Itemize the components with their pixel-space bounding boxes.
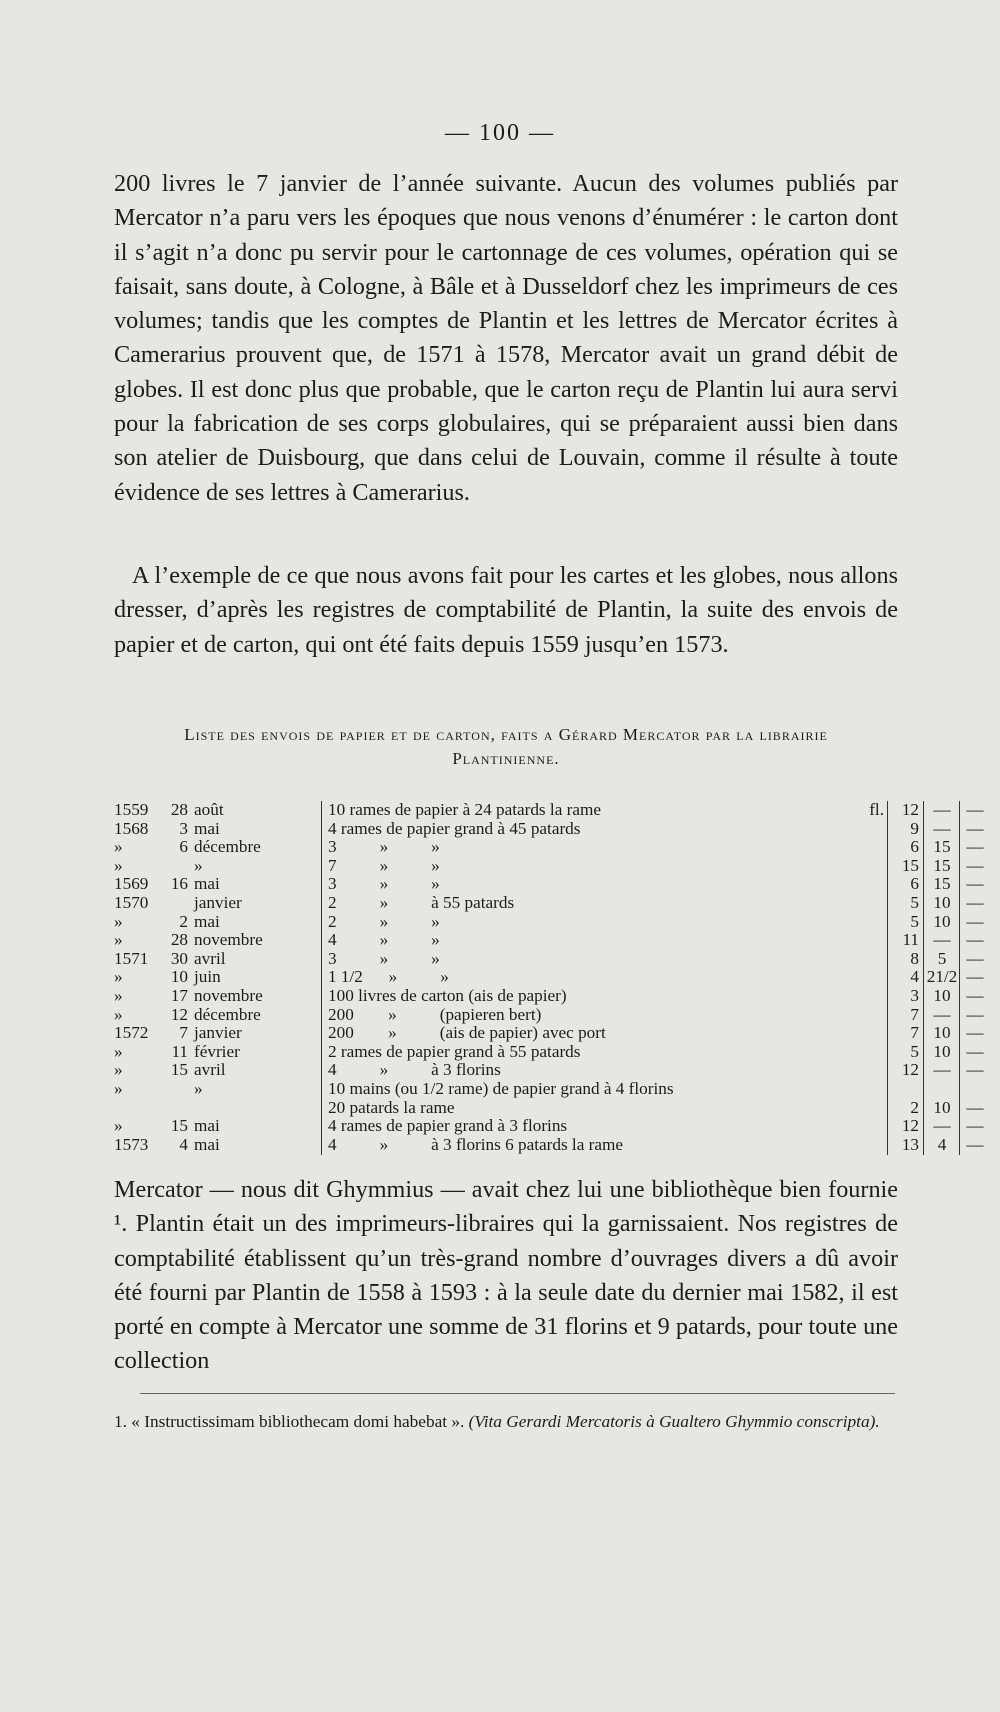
ledger-cell-day: 28 — [170, 930, 188, 950]
ledger-cell-desc: 4 » à 3 florins — [328, 1060, 501, 1080]
ledger-cell-year: » — [114, 1004, 123, 1024]
ledger-cell-day: 30 — [170, 948, 188, 968]
ledger-cell-desc: 3 » » — [328, 837, 440, 857]
ledger-cell-v1: 13 — [901, 1134, 919, 1154]
ledger-cell-v2: 10 — [933, 1041, 951, 1061]
ledger-cell-v2: 10 — [933, 1023, 951, 1043]
ledger-row — [114, 818, 984, 839]
ledger-cell-month: mai — [194, 818, 220, 838]
ledger-cell-v3: — — [966, 911, 984, 931]
ledger-cell-month: avril — [194, 948, 226, 968]
ledger-row — [114, 1023, 984, 1043]
table-title-line-1: Liste des envois de papier et de carton, faits a Gérard Mercator par la librairie — [184, 725, 828, 744]
ledger-cell-day: 28 — [170, 800, 188, 819]
ledger-cell-desc: 3 » » — [328, 874, 440, 894]
ledger-cell-v2: 4 — [937, 1134, 947, 1154]
ledger-cell-v2: — — [933, 1060, 951, 1080]
ledger-cell-v3: — — [966, 1023, 984, 1043]
ledger-cell-v3: — — [966, 1116, 984, 1136]
ledger-cell-v2: — — [933, 1004, 951, 1024]
ledger-cell-year: » — [114, 837, 123, 857]
ledger-cell-year: 1568 — [114, 818, 149, 838]
ledger-cell-v3: — — [966, 1041, 984, 1061]
ledger-cell-desc: 4 rames de papier grand à 3 florins — [328, 1116, 568, 1136]
ledger-cell-desc: 200 » (ais de papier) avec port — [328, 1023, 606, 1043]
ledger-cell-v2: 10 — [933, 892, 951, 912]
ledger-cell-v1: 11 — [902, 930, 919, 950]
ledger-cell-v1: 12 — [901, 800, 919, 819]
ledger-rule-deniers — [959, 801, 960, 1155]
ledger-cell-day: 15 — [170, 1060, 188, 1080]
ledger-cell-v1: 8 — [910, 948, 919, 968]
ledger-cell-v1: 7 — [910, 1004, 919, 1024]
ledger-cell-month: avril — [194, 1060, 226, 1080]
ledger-cell-desc: 3 » » — [328, 948, 440, 968]
ledger-row — [114, 967, 984, 987]
ledger-cell-month: novembre — [194, 985, 263, 1005]
ledger-row — [114, 1116, 984, 1136]
ledger-row — [114, 985, 984, 1006]
ledger-cell-v3: — — [966, 1060, 984, 1080]
ledger-cell-desc: 2 » » — [328, 911, 440, 931]
ledger-cell-month: novembre — [194, 930, 263, 950]
ledger-cell-v2: 15 — [933, 874, 951, 894]
paragraph-1 — [114, 167, 898, 510]
ledger-cell-year: » — [114, 985, 123, 1005]
ledger-cell-day: 7 — [179, 1023, 188, 1043]
ledger-row — [114, 800, 984, 820]
ledger-row — [114, 1134, 984, 1155]
footnote-rule — [140, 1393, 895, 1394]
ledger-cell-month: décembre — [194, 1004, 261, 1024]
ledger-cell-v3: — — [966, 837, 984, 857]
ledger-cell-desc: 20 patards la rame — [328, 1097, 455, 1117]
paragraph-2 — [114, 559, 898, 662]
ledger-cell-v3: — — [966, 855, 984, 875]
ledger-cell-v2: 10 — [933, 911, 951, 931]
ledger-cell-month: mai — [194, 1116, 220, 1136]
ledger-cell-v1: 7 — [910, 1023, 919, 1043]
ledger-cell-desc: 2 » à 55 patards — [328, 892, 515, 912]
ledger-cell-v3: — — [966, 1004, 984, 1024]
ledger-cell-v1: 5 — [910, 1041, 919, 1061]
ledger-cell-day: 3 — [179, 818, 188, 838]
ledger-row — [114, 837, 984, 857]
ledger-cell-month: février — [194, 1041, 240, 1061]
page-number: — 100 — — [445, 120, 555, 146]
ledger-cell-desc: 7 » » — [328, 855, 440, 875]
ledger-rule-patards — [923, 801, 924, 1155]
ledger-cell-year: » — [114, 1116, 123, 1136]
ledger-cell-v1: 3 — [910, 985, 919, 1005]
ledger-cell-v1: 9 — [910, 818, 919, 838]
ledger-cell-year: 1570 — [114, 892, 149, 912]
ledger-cell-day: 10 — [170, 967, 188, 987]
ledger-row — [114, 1060, 984, 1080]
footnote-citation: (Vita Gerardi Mercatoris à Gualtero Ghymmio conscripta). — [464, 1412, 880, 1431]
ledger-row — [114, 1041, 984, 1062]
ledger-cell-year: » — [114, 1060, 123, 1080]
ledger-row — [114, 874, 984, 894]
ledger-row — [114, 1080, 898, 1099]
ledger-cell-v2: 10 — [933, 985, 951, 1005]
ledger-row — [114, 892, 984, 913]
ledger-cell-v2: — — [933, 818, 951, 838]
ledger-cell-v3: — — [966, 892, 984, 912]
ledger-cell-day: 15 — [170, 1116, 188, 1136]
ledger-cell-v3: — — [966, 985, 984, 1005]
ledger-row — [114, 855, 984, 876]
ledger-row — [114, 1097, 984, 1118]
ledger-cell-year: 1569 — [114, 874, 149, 894]
table-title-line-2: Plantinienne. — [452, 749, 560, 768]
ledger-cell-year: » — [114, 855, 123, 875]
ledger-cell-year: » — [114, 967, 123, 987]
ledger-cell-v3: — — [966, 1134, 984, 1154]
ledger-row — [114, 948, 984, 969]
ledger-cell-v1: 6 — [910, 837, 919, 857]
ledger-table — [114, 800, 984, 1154]
ledger-cell-v1: 12 — [901, 1060, 919, 1080]
ledger-cell-year: 1573 — [114, 1134, 149, 1154]
paragraph-3-text: Mercator — nous dit Ghymmius — avait chez lui une bibliothèque bien fournie ¹. Plantin était un des imprimeurs-libraires qui la garnissaient. Nos registres de comptabilité établissent qu’un très-grand nombre d’ouvrages divers a dû avoir été fourni par Plantin de 1558 à 1593 : à la seule date du dernier mai 1582, il est porté en compte à Mercator une somme de 31 florins et 9 patards, pour toute une collection — [114, 1176, 898, 1375]
footnote — [114, 1409, 898, 1435]
ledger-cell-year: » — [114, 911, 123, 931]
ledger-cell-year: » — [114, 930, 123, 950]
footnote-text: 1. « Instructissimam bibliothecam domi habebat ». — [114, 1412, 465, 1431]
ledger-cell-v2: — — [933, 930, 951, 950]
ledger-cell-day: 17 — [170, 985, 188, 1005]
ledger-row — [114, 911, 984, 932]
ledger-cell-month: » — [194, 855, 203, 875]
ledger-cell-v1: 5 — [910, 911, 919, 931]
ledger-cell-v1: 2 — [910, 1097, 919, 1117]
ledger-cell-desc: 4 rames de papier grand à 45 patards — [328, 818, 581, 838]
ledger-cell-v2: 15 — [933, 855, 951, 875]
ledger-cell-v2: 15 — [933, 837, 951, 857]
ledger-cell-month: mai — [194, 911, 220, 931]
ledger-cell-fl: fl. — [869, 800, 884, 819]
ledger-cell-v3: — — [966, 967, 984, 987]
ledger-cell-month: janvier — [194, 1023, 242, 1043]
paragraph-2-text: A l’exemple de ce que nous avons fait pour les cartes et les globes, nous allons dresser, d’après les registres de comptabilité de Plantin, la suite des envois de papier et de carton, qui ont été faits depuis 1559 jusqu’en 1573. — [114, 562, 898, 658]
ledger-cell-year: 1559 — [114, 800, 149, 819]
ledger-cell-desc: 4 » à 3 florins 6 patards la rame — [328, 1134, 623, 1154]
ledger-cell-desc: 200 » (papieren bert) — [328, 1004, 542, 1024]
ledger-cell-v2: 10 — [933, 1097, 951, 1117]
ledger-cell-v2: — — [933, 1116, 951, 1136]
ledger-cell-day: 4 — [179, 1134, 188, 1154]
ledger-cell-v1: 12 — [901, 1116, 919, 1136]
ledger-cell-v3: — — [966, 818, 984, 838]
ledger-cell-v1: 15 — [901, 855, 919, 875]
ledger-cell-v1: 4 — [910, 967, 919, 987]
ledger-cell-month: mai — [194, 1134, 220, 1154]
ledger-row — [114, 1004, 984, 1025]
ledger-cell-month: » — [194, 1078, 203, 1098]
ledger-cell-v3: — — [966, 800, 984, 819]
ledger-row — [114, 930, 984, 950]
ledger-cell-desc: 100 livres de carton (ais de papier) — [328, 985, 567, 1005]
ledger-cell-v2: 21/2 — [926, 967, 958, 987]
ledger-cell-desc: 2 rames de papier grand à 55 patards — [328, 1041, 581, 1061]
ledger-cell-v2: 5 — [937, 948, 947, 968]
ledger-cell-day: 12 — [170, 1004, 188, 1024]
ledger-cell-day: 16 — [170, 874, 188, 894]
table-title — [114, 723, 898, 771]
ledger-cell-desc: 1 1/2 » » — [328, 967, 449, 987]
ledger-cell-v3: — — [966, 948, 984, 968]
ledger-cell-desc: 4 » » — [328, 930, 440, 950]
ledger-cell-year: 1571 — [114, 948, 149, 968]
paragraph-1-text: 200 livres le 7 janvier de l’année suivante. Aucun des volumes publiés par Mercator n’a paru vers les époques que nous venons d’énumérer : le carton dont il s’agit n’a donc pu servir pour le cartonnage de ces volumes, opération qui se faisait, sans doute, à Cologne, à Bâle et à Dusseldorf chez les imprimeurs de ces volumes; tandis que les comptes de Plantin et les lettres de Mercator écrites à Camerarius prouvent que, de 1571 à 1578, Mercator avait un grand débit de globes. Il est donc plus que probable, que le carton reçu de Plantin lui aura servi pour la fabrication de ses corps globulaires, qui se préparaient aussi bien dans son atelier de Duisbourg, que dans celui de Louvain, comme il résulte à toute évidence de ses lettres à Camerarius. — [114, 170, 898, 506]
ledger-cell-day: 2 — [179, 911, 188, 931]
ledger-cell-month: juin — [194, 967, 221, 987]
ledger-cell-month: mai — [194, 874, 220, 894]
ledger-cell-desc: 10 rames de papier à 24 patards la rame — [328, 800, 601, 819]
ledger-cell-month: décembre — [194, 837, 261, 857]
ledger-cell-year: 1572 — [114, 1023, 149, 1043]
ledger-cell-year: » — [114, 1041, 123, 1061]
ledger-cell-v2: — — [933, 800, 951, 819]
ledger-cell-month: août — [194, 800, 224, 819]
paragraph-3 — [114, 1173, 898, 1379]
ledger-cell-v1: 6 — [910, 874, 919, 894]
ledger-cell-day: 11 — [171, 1041, 188, 1061]
ledger-cell-v3: — — [966, 930, 984, 950]
ledger-cell-day: 6 — [179, 837, 188, 857]
ledger-cell-year: » — [114, 1078, 123, 1098]
ledger-cell-v1: 5 — [910, 892, 919, 912]
ledger-cell-month: janvier — [194, 892, 242, 912]
ledger-cell-desc: 10 mains (ou 1/2 rame) de papier grand à 4 florins — [328, 1078, 674, 1098]
ledger-cell-v3: — — [966, 874, 984, 894]
ledger-cell-v3: — — [966, 1097, 984, 1117]
